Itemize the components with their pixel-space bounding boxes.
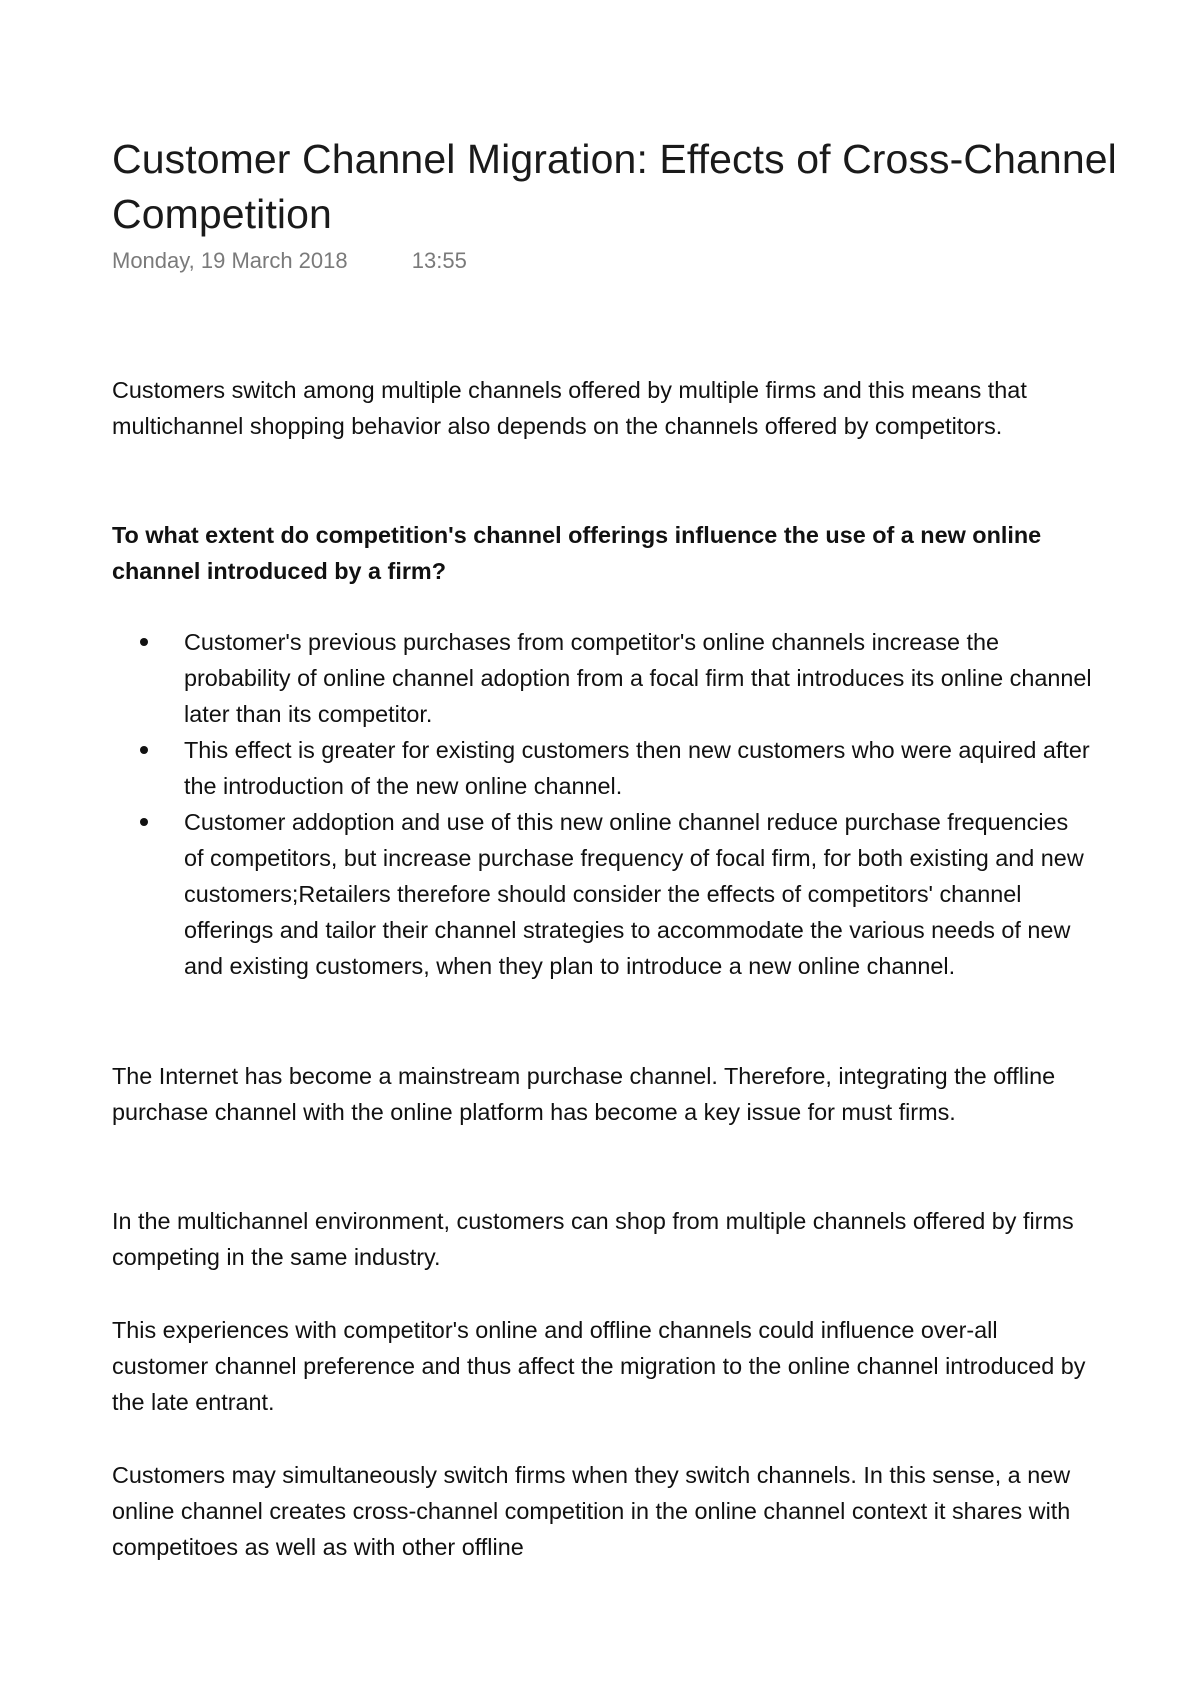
note-page xyxy=(112,132,1122,1560)
note-date: Monday, 19 March 2018 xyxy=(112,248,348,273)
list-item xyxy=(112,624,1092,732)
list-item-text: Customer's previous purchases from competitor's online channels increase the probability of online channel adoption from a focal firm that introduces its online channel later than its competitor. xyxy=(184,629,1092,727)
research-question: To what extent do competition's channel offerings influence the use of a new online channel introduced by a firm? xyxy=(112,522,1042,584)
paragraph-internet: The Internet has become a mainstream purchase channel. Therefore, integrating the offline purchase channel with the online platform has become a key issue for must firms. xyxy=(112,1063,1056,1125)
bullet-icon xyxy=(140,746,148,754)
list-item xyxy=(112,804,1092,984)
list-item-text: This effect is greater for existing customers then new customers who were aquired after the introduction of the new online channel. xyxy=(184,737,1090,799)
paragraph-intro: Customers switch among multiple channels offered by multiple firms and this means that multichannel shopping behavior also depends on the channels offered by competitors. xyxy=(112,377,1027,439)
paragraph-experiences: This experiences with competitor's online and offline channels could influence over-all customer channel preference and thus affect the migration to the online channel introduced by the late entrant. xyxy=(112,1317,1086,1415)
findings-list xyxy=(112,624,1092,984)
note-time: 13:55 xyxy=(411,248,467,273)
list-item xyxy=(112,732,1092,804)
list-item-text: Customer addoption and use of this new online channel reduce purchase frequencies of competitors, but increase purchase frequency of focal firm, for both existing and new customers;Retailers therefore should consider the effects of competitors' channel offerings and tailor their channel strategies to accommodate the various needs of new and existing customers, when they plan to introduce a new online channel. xyxy=(184,809,1084,979)
paragraph-switching: Customers may simultaneously switch firms when they switch channels. In this sense, a new online channel creates cross-channel competition in the online channel context it shares with competitoes as well as with other offline xyxy=(112,1462,1071,1560)
bullet-icon xyxy=(140,638,148,646)
page-title: Customer Channel Migration: Effects of Cross-Channel Competition xyxy=(112,136,1117,237)
bullet-icon xyxy=(140,818,148,826)
paragraph-multichannel: In the multichannel environment, customers can shop from multiple channels offered by firms competing in the same industry. xyxy=(112,1208,1074,1270)
note-timestamp xyxy=(112,246,1122,276)
